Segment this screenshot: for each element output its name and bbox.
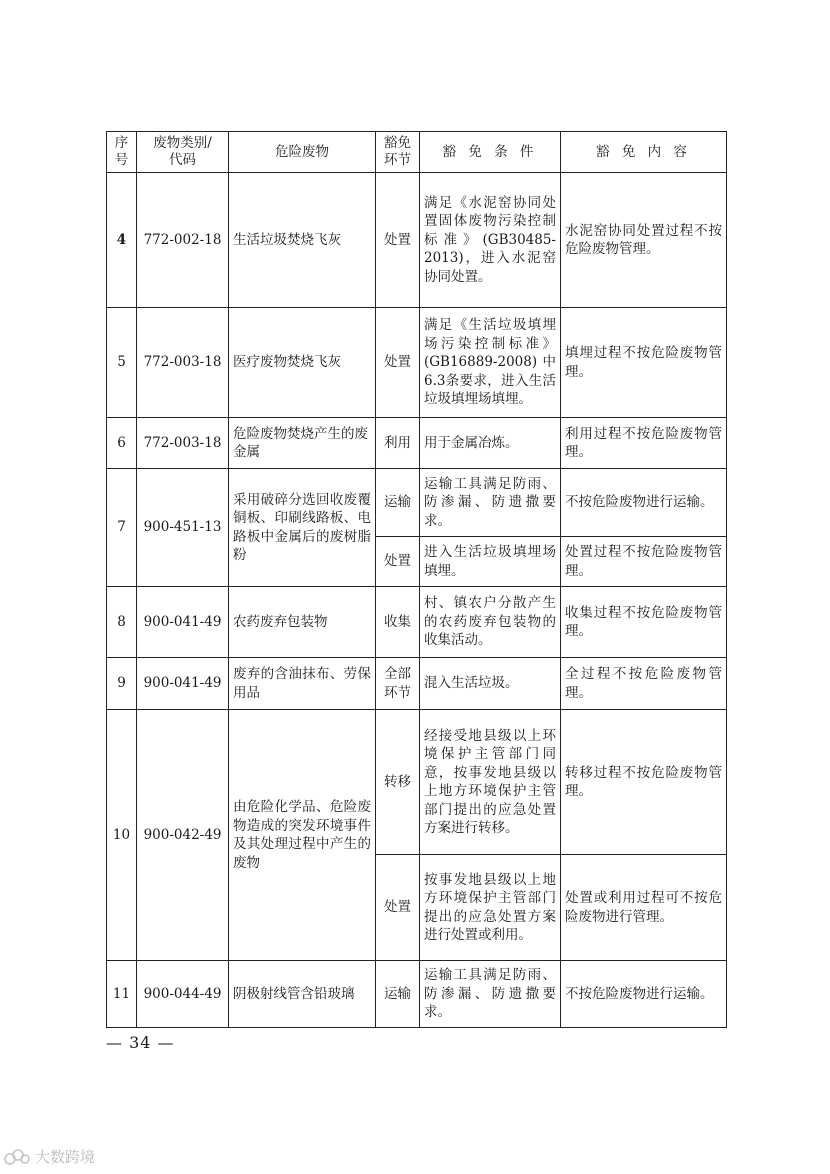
cell-condition: 村、镇农户分散产生的农药废弃包装物的收集活动。 [420,587,561,658]
cell-seq: 6 [107,418,137,469]
cell-stage: 运输 [376,469,420,537]
cell-seq: 11 [107,961,137,1028]
cell-waste: 由危险化学品、危险废物造成的突发环境事件及其处理过程中产生的废物 [229,710,376,961]
cell-stage: 转移 [376,710,420,855]
cell-content: 填埋过程不按危险废物管理。 [561,308,727,418]
table-row [107,658,727,710]
header-seq: 序 号 [107,132,137,173]
cell-content: 利用过程不按危险废物管理。 [561,418,727,469]
cell-waste: 农药废弃包装物 [229,587,376,658]
cell-waste: 生活垃圾焚烧飞灰 [229,173,376,308]
table-row [107,961,727,1028]
cell-stage: 处置 [376,855,420,961]
header-waste: 危险废物 [229,132,376,173]
cell-stage: 运输 [376,961,420,1028]
cell-condition: 进入生活垃圾填埋场填埋。 [420,537,561,587]
cell-seq: 4 [107,173,137,308]
header-stage: 豁免 环节 [376,132,420,173]
cell-seq: 8 [107,587,137,658]
cell-code: 900-041-49 [137,658,229,710]
cell-waste: 采用破碎分选回收废覆铜板、印刷线路板、电路板中金属后的废树脂粉 [229,469,376,587]
table-row [107,587,727,658]
header-condition: 豁 免 条 件 [420,132,561,173]
cell-stage: 收集 [376,587,420,658]
cell-seq: 10 [107,710,137,961]
cell-condition: 运输工具满足防雨、防渗漏、防遗撒要求。 [420,469,561,537]
page-number: — 34 — [106,1033,175,1052]
header-code: 废物类别/ 代码 [137,132,229,173]
cell-condition: 混入生活垃圾。 [420,658,561,710]
cell-stage: 全部 环节 [376,658,420,710]
cell-waste: 废弃的含油抹布、劳保用品 [229,658,376,710]
cell-code: 772-002-18 [137,173,229,308]
cell-content: 收集过程不按危险废物管理。 [561,587,727,658]
cell-content: 不按危险废物进行运输。 [561,961,727,1028]
cell-waste: 医疗废物焚烧飞灰 [229,308,376,418]
cell-content: 不按危险废物进行运输。 [561,469,727,537]
header-row [107,132,727,173]
cell-stage: 利用 [376,418,420,469]
table-row [107,469,727,537]
cell-stage: 处置 [376,537,420,587]
table-row [107,710,727,855]
cell-seq: 7 [107,469,137,587]
cell-code: 772-003-18 [137,308,229,418]
cell-content: 处置过程不按危险废物管理。 [561,537,727,587]
cell-condition: 经接受地县级以上环境保护主管部门同意，按事发地县级以上地方环境保护主管部门提出的应急处置方案进行转移。 [420,710,561,855]
table-row [107,418,727,469]
cell-waste: 阴极射线管含铅玻璃 [229,961,376,1028]
cell-code: 900-041-49 [137,587,229,658]
cell-condition: 满足《生活垃圾填埋场污染控制标准》(GB16889-2008)中6.3条要求，进入生活垃圾填埋场填埋。 [420,308,561,418]
cell-condition: 按事发地县级以上地方环境保护主管部门提出的应急处置方案进行处置或利用。 [420,855,561,961]
cell-condition: 满足《水泥窑协同处置固体废物污染控制标准》(GB30485-2013)，进入水泥窑协同处置。 [420,173,561,308]
cell-content: 转移过程不按危险废物管理。 [561,710,727,855]
cell-content: 处置或利用过程可不按危险废物进行管理。 [561,855,727,961]
table-row [107,308,727,418]
cell-content: 全过程不按危险废物管理。 [561,658,727,710]
cell-condition: 运输工具满足防雨、防渗漏、防遗撒要求。 [420,961,561,1028]
cell-waste: 危险废物焚烧产生的废金属 [229,418,376,469]
cell-seq: 9 [107,658,137,710]
exemption-table [106,131,727,1028]
cell-stage: 处置 [376,173,420,308]
cell-code: 772-003-18 [137,418,229,469]
table-row [107,173,727,308]
cell-content: 水泥窑协同处置过程不按危险废物管理。 [561,173,727,308]
brand-logo-icon [4,1147,32,1167]
cell-code: 900-451-13 [137,469,229,587]
cell-code: 900-044-49 [137,961,229,1028]
cell-stage: 处置 [376,308,420,418]
watermark [4,1146,95,1167]
cell-condition: 用于金属冶炼。 [420,418,561,469]
cell-code: 900-042-49 [137,710,229,961]
cell-seq: 5 [107,308,137,418]
header-content: 豁 免 内 容 [561,132,727,173]
watermark-text: 大数跨境 [35,1148,96,1166]
